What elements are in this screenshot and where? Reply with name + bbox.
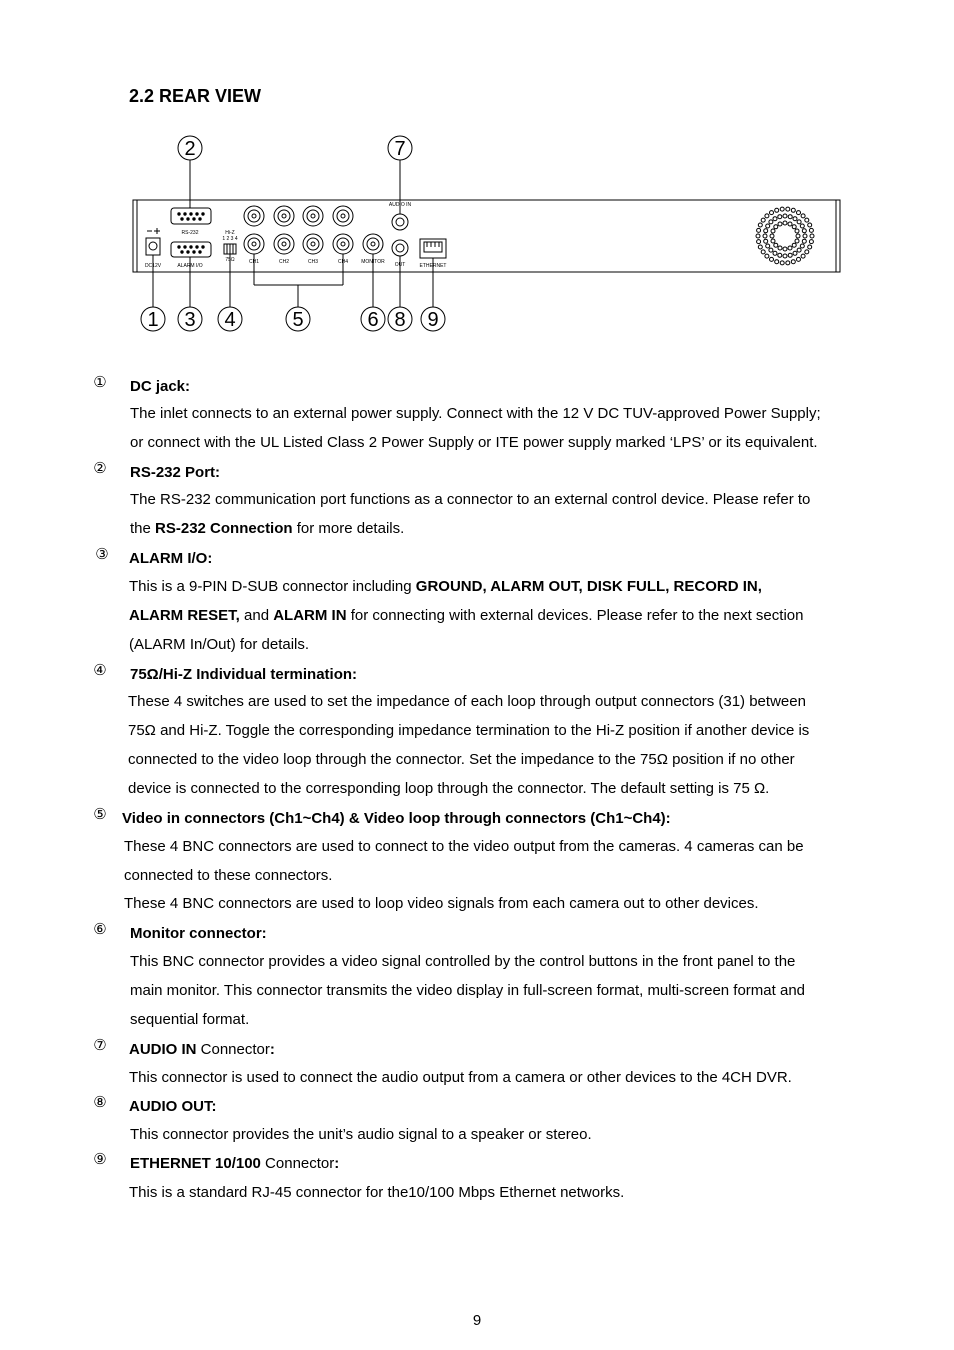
label-75ohm: 75Ω xyxy=(225,257,235,263)
vent-hole xyxy=(797,248,801,252)
vent-hole xyxy=(765,214,769,218)
section-title: 2.2 REAR VIEW xyxy=(129,86,262,106)
callout-9: 9 xyxy=(427,309,439,331)
item-marker: ⑦ xyxy=(93,1037,107,1054)
line-segment: RS-232 Connection xyxy=(155,520,293,537)
vent-hole xyxy=(796,234,800,238)
body-line xyxy=(128,692,806,712)
item-marker: ⑧ xyxy=(93,1094,107,1111)
line-segment: 75Ω and Hi-Z. Toggle the corresponding impedance termination to the Hi-Z position if another device is xyxy=(128,722,810,739)
title-segment: ALARM I/O: xyxy=(129,550,213,567)
title-segment: AUDIO OUT: xyxy=(129,1098,217,1115)
callout-7: 7 xyxy=(394,138,406,160)
vent-hole xyxy=(773,217,777,221)
line-segment: the xyxy=(130,520,156,537)
title-segment: Video in connectors (Ch1~Ch4) & Video loop through connectors (Ch1~Ch4): xyxy=(122,810,671,827)
vent-hole xyxy=(761,218,765,222)
item-marker: ① xyxy=(93,374,107,391)
vent-hole xyxy=(761,250,765,254)
vent-hole xyxy=(774,225,778,229)
line-segment: GROUND, ALARM OUT, DISK FULL, RECORD IN, xyxy=(415,578,762,595)
vent-hole xyxy=(800,244,804,248)
body-line xyxy=(128,779,769,799)
body-line xyxy=(124,894,759,914)
vent-hole xyxy=(797,220,801,224)
label-switch-numbers: 1 2 3 4 xyxy=(222,236,238,242)
vent-hole xyxy=(780,207,784,211)
vent-hole xyxy=(769,220,773,224)
line-segment: connected to the video loop through the connector. Set the impedance to the 75Ω position if no other xyxy=(128,751,795,768)
chassis xyxy=(133,200,840,272)
callout-3: 3 xyxy=(184,309,196,331)
vent-hole xyxy=(770,211,774,215)
vent-hole xyxy=(783,221,787,225)
bnc-loop-row xyxy=(244,206,353,226)
vent-hole xyxy=(774,243,778,247)
line-segment: This connector is used to connect the audio output from a camera or other devices to the 4CH DVR. xyxy=(129,1069,792,1086)
vent-hole xyxy=(778,215,782,219)
item-title xyxy=(129,1040,275,1060)
line-segment: ALARM IN xyxy=(273,607,347,624)
line-segment: and xyxy=(239,607,274,624)
vent-hole xyxy=(756,234,760,238)
line-segment: for connecting with external devices. Please refer to the next section xyxy=(346,607,804,624)
vent-hole xyxy=(792,243,796,247)
line-segment: These 4 switches are used to set the impedance of each loop through output connectors (31) between xyxy=(128,693,806,710)
vent-hole xyxy=(791,208,795,212)
body-line xyxy=(130,519,404,539)
vent-hole xyxy=(793,251,797,255)
vent-hole xyxy=(808,245,812,249)
body-line xyxy=(130,490,810,510)
vent-hole xyxy=(778,222,782,226)
monitor-bnc xyxy=(363,234,383,254)
line-segment: This connector provides the unit’s audio signal to a speaker or stereo. xyxy=(130,1126,592,1143)
fan-vent xyxy=(756,207,814,265)
line-segment: The RS-232 communication port functions as a connector to an external control device. Please refer to xyxy=(130,491,811,508)
label-audio-out: OUT xyxy=(394,262,406,268)
vent-hole xyxy=(805,218,809,222)
vent-hole xyxy=(775,260,779,264)
vent-hole xyxy=(758,223,762,227)
vent-hole xyxy=(775,208,779,212)
vent-hole xyxy=(764,229,768,233)
line-segment: The inlet connects to an external power supply. Connect with the 12 V DC TUV-approved Power Supply; xyxy=(130,405,821,422)
callout-2: 2 xyxy=(184,138,196,160)
dc-jack xyxy=(146,228,160,255)
item-title xyxy=(130,377,190,397)
body-line xyxy=(129,606,803,626)
vent-hole xyxy=(757,228,761,232)
body-line xyxy=(130,404,821,424)
title-segment: RS-232 Port: xyxy=(130,464,221,481)
line-segment: ALARM RESET, xyxy=(129,607,240,624)
label-hiz: Hi-Z xyxy=(225,230,235,236)
line-segment: connected to these connectors. xyxy=(124,867,333,884)
vent-hole xyxy=(765,254,769,258)
vent-hole xyxy=(783,247,787,251)
line-segment: This is a standard RJ-45 connector for the10/100 Mbps Ethernet networks. xyxy=(129,1184,625,1201)
page-number: 9 xyxy=(472,1312,482,1329)
ethernet-jack xyxy=(420,239,446,258)
line-segment: for more details. xyxy=(292,520,405,537)
item-title xyxy=(130,665,357,685)
body-line xyxy=(130,433,818,453)
line-segment: These 4 BNC connectors are used to loop video signals from each camera out to other devices. xyxy=(124,895,759,912)
vent-hole xyxy=(803,234,807,238)
vent-hole xyxy=(786,261,790,265)
vent-hole xyxy=(788,222,792,226)
item-marker: ④ xyxy=(93,662,107,679)
body-line xyxy=(129,1068,792,1088)
callout-1: 1 xyxy=(147,309,159,331)
line-segment: main monitor. This connector transmits the video display in full-screen format, multi-screen format and xyxy=(130,982,805,999)
item-marker: ⑥ xyxy=(93,921,107,938)
vent-hole xyxy=(766,224,770,228)
item-marker: ③ xyxy=(95,546,109,563)
label-monitor: MONITOR xyxy=(361,259,385,265)
vent-hole xyxy=(805,250,809,254)
vent-hole xyxy=(808,223,812,227)
title-segment: : xyxy=(334,1155,340,1172)
label-audio-in: AUDIO IN xyxy=(388,202,412,208)
callout-8: 8 xyxy=(394,309,406,331)
line-segment: device is connected to the corresponding loop through the connector. The default setting is 75 Ω. xyxy=(128,780,770,797)
body-line xyxy=(124,866,332,886)
label-ch2: CH2 xyxy=(278,259,290,265)
label-ch1: CH1 xyxy=(248,259,260,265)
body-line xyxy=(124,837,804,857)
vent-hole xyxy=(810,234,814,238)
body-line xyxy=(128,750,795,770)
callout-4: 4 xyxy=(224,309,236,331)
vent-hole xyxy=(778,246,782,250)
title-segment: AUDIO IN xyxy=(129,1041,197,1058)
vent-hole xyxy=(758,245,762,249)
body-line xyxy=(128,721,809,741)
vent-hole xyxy=(771,229,775,233)
rs232-port xyxy=(171,208,211,224)
body-line xyxy=(130,1010,249,1030)
vent-hole xyxy=(800,224,804,228)
vent-hole xyxy=(795,229,799,233)
vent-hole xyxy=(793,217,797,221)
vent-hole xyxy=(797,257,801,261)
termination-switch xyxy=(224,244,236,254)
vent-hole xyxy=(770,234,774,238)
label-ch3: CH3 xyxy=(307,259,319,265)
vent-hole xyxy=(802,229,806,233)
vent-hole xyxy=(809,228,813,232)
line-segment: This is a 9-PIN D-SUB connector including xyxy=(129,578,416,595)
title-segment: Monitor connector: xyxy=(130,925,267,942)
item-title xyxy=(129,549,212,569)
item-title xyxy=(129,1097,217,1117)
label-ch4: CH4 xyxy=(337,259,349,265)
body-line xyxy=(130,1125,592,1145)
vent-hole xyxy=(792,225,796,229)
callout-5: 5 xyxy=(292,309,304,331)
callout-6: 6 xyxy=(367,309,379,331)
line-segment: or connect with the UL Listed Class 2 Power Supply or ITE power supply marked ‘LPS’ or its equivalent. xyxy=(130,434,818,451)
label-alarm: ALARM I/O xyxy=(177,263,203,269)
vent-hole xyxy=(788,246,792,250)
item-title xyxy=(130,924,267,944)
vent-hole xyxy=(764,239,768,243)
body-line xyxy=(129,577,762,597)
body-line xyxy=(129,635,309,655)
vent-hole xyxy=(783,214,787,218)
body-line xyxy=(130,952,795,972)
vent-hole xyxy=(771,239,775,243)
vent-hole xyxy=(773,251,777,255)
vent-hole xyxy=(783,254,787,258)
item-marker: ⑤ xyxy=(93,806,107,823)
vent-hole xyxy=(780,261,784,265)
label-ethernet: ETHERNET xyxy=(419,263,447,269)
item-title xyxy=(122,809,671,829)
vent-hole xyxy=(802,239,806,243)
item-marker: ② xyxy=(93,460,107,477)
vent-hole xyxy=(757,240,761,244)
vent-hole xyxy=(769,248,773,252)
item-marker: ⑨ xyxy=(93,1151,107,1168)
vent-hole xyxy=(795,239,799,243)
audio-out-jack xyxy=(392,240,408,256)
item-title xyxy=(130,1154,339,1174)
vent-hole xyxy=(809,240,813,244)
line-segment: These 4 BNC connectors are used to connect to the video output from the cameras. 4 cameras can be xyxy=(124,838,804,855)
title-segment: ETHERNET 10/100 xyxy=(130,1155,261,1172)
vent-hole xyxy=(786,207,790,211)
title-segment: Connector xyxy=(196,1041,270,1058)
label-dc12v: DC12V xyxy=(144,263,162,269)
title-segment: : xyxy=(269,1041,275,1058)
body-line xyxy=(129,1183,624,1203)
vent-hole xyxy=(797,211,801,215)
title-segment: 75Ω/Hi-Z Individual termination: xyxy=(130,666,358,683)
vent-hole xyxy=(791,260,795,264)
item-title xyxy=(130,463,220,483)
vent-hole xyxy=(766,244,770,248)
alarm-port xyxy=(171,242,211,257)
rear-panel-diagram xyxy=(0,130,954,350)
vent-hole xyxy=(801,254,805,258)
vent-hole xyxy=(788,253,792,257)
label-rs232: RS-232 xyxy=(181,230,199,236)
audio-in-jack xyxy=(392,214,408,230)
line-segment: sequential format. xyxy=(130,1011,250,1028)
vent-hole xyxy=(801,214,805,218)
body-line xyxy=(130,981,805,1001)
title-segment: DC jack: xyxy=(130,378,191,395)
bnc-input-row xyxy=(244,234,353,254)
vent-hole xyxy=(778,253,782,257)
line-segment: This BNC connector provides a video signal controlled by the control buttons in the front panel to the xyxy=(130,953,796,970)
line-segment: (ALARM In/Out) for details. xyxy=(129,636,310,653)
title-segment: Connector xyxy=(260,1155,335,1172)
vent-hole xyxy=(788,215,792,219)
vent-hole xyxy=(763,234,767,238)
vent-hole xyxy=(770,257,774,261)
